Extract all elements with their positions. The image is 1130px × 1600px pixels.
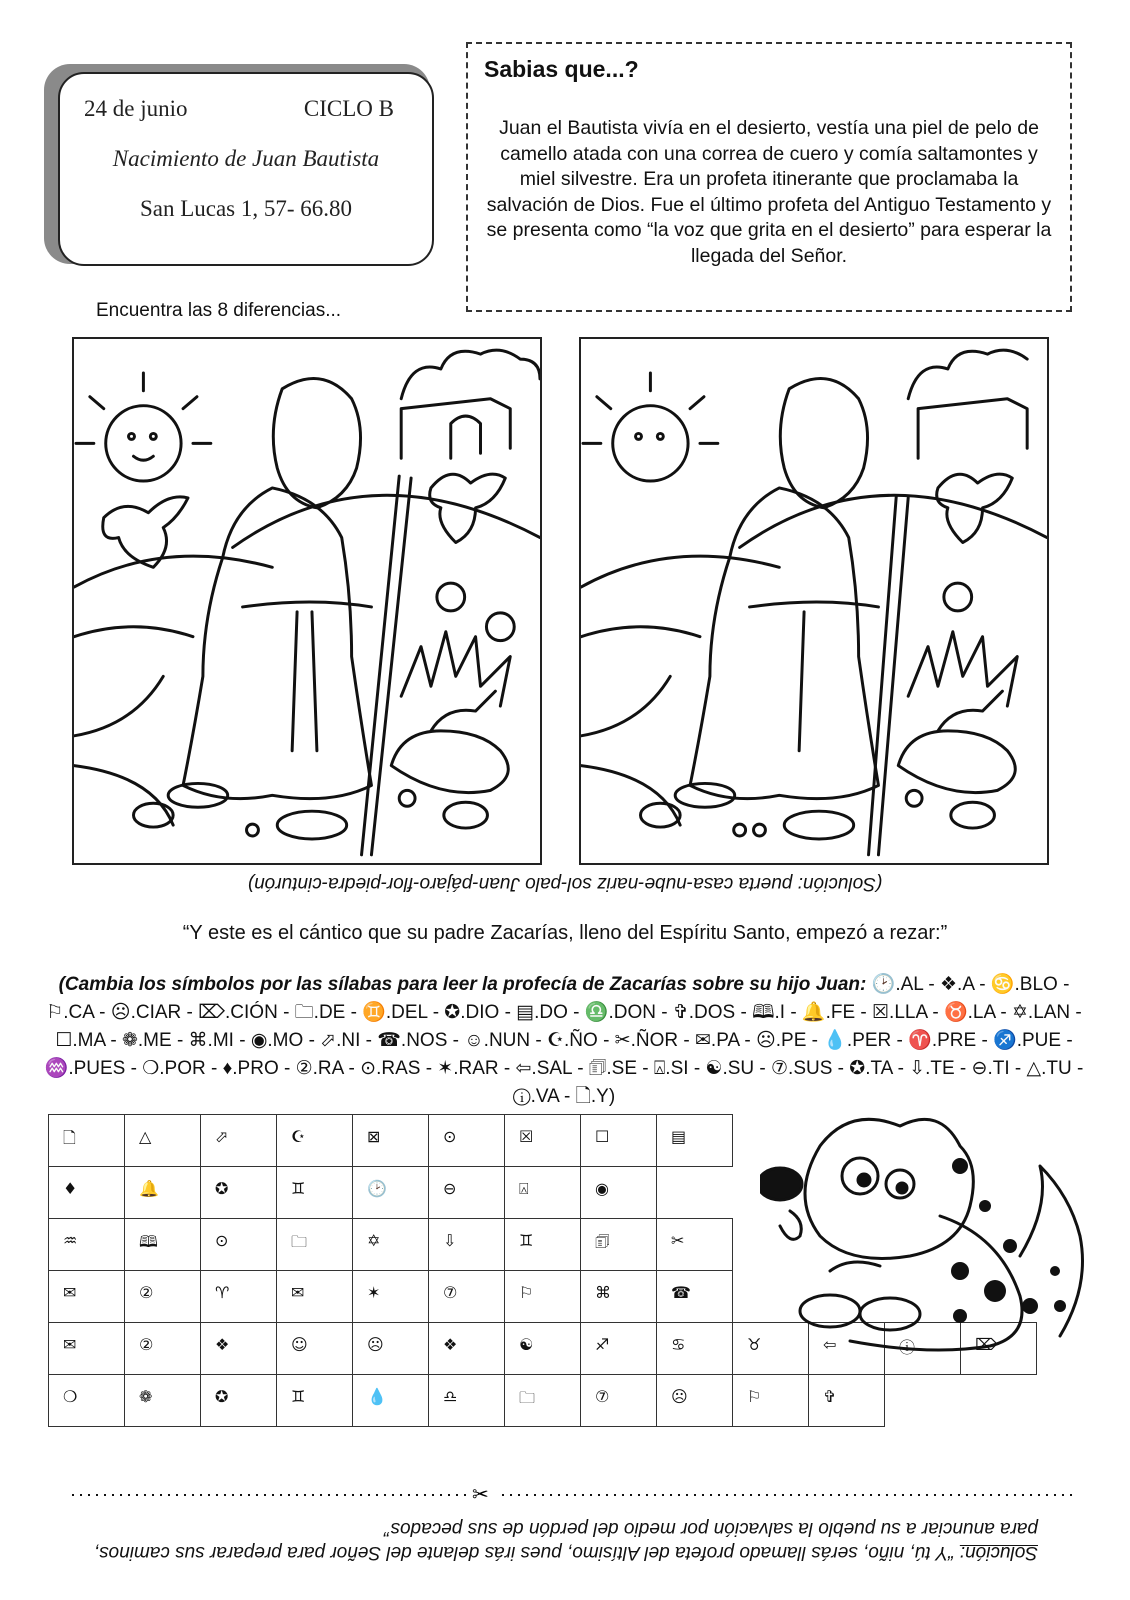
cipher-legend: 🕑.AL - ❖.A - ♋.BLO - ⚐.CA - ☹.CIAR - ⌦.CIÓN - 🗀.DE - ♊.DEL - ✪.DIO - ▤.DO - ♎.DON - ✞.DOS - 🕮.I - 🔔.FE - ☒.LLA - ♉.LA - ✡.LAN - ☐.MA - ❁.ME - ⌘.MI - ◉.MO - ⬀.NI - ☎.NOS - ☺.NUN - ☪.ÑO - ✂.ÑOR - ✉.PA - ☹.PE - 💧.PER - ♈.PRE - ♐.PUE - ♒.PUES - ❍.POR - ♦.PRO - ②.RA - ⊙.RAS - ✶.RAR - ⇦.SAL - 🗊.SE - ⍓.SI - ☯.SU - ⑦.SUS - ✪.TA - ⇩.TE - ⊖.TI - △.TU - ⓘ.VA - 🗋.Y) (44, 974, 1084, 1107)
grid-symbol: ⌦ (975, 1335, 998, 1354)
grid-cell (124, 1374, 201, 1427)
grid-cell (352, 1322, 429, 1375)
grid-symbol: ⊖ (443, 1179, 457, 1198)
grid-symbol: ⑦ (595, 1387, 610, 1406)
grid-cell (124, 1270, 201, 1323)
grid-symbol: 🕑 (367, 1179, 387, 1198)
grid-symbol: ♒ (63, 1231, 78, 1250)
grid-cell (124, 1114, 201, 1167)
grid-cell (124, 1322, 201, 1375)
grid-cell (276, 1374, 353, 1427)
grid-cell (276, 1166, 353, 1219)
grid-symbol: ♐ (595, 1335, 610, 1354)
grid-cell (808, 1374, 885, 1427)
gospel-reference: San Lucas 1, 57- 66.80 (139, 196, 353, 221)
grid-symbol: ♊ (519, 1231, 534, 1250)
grid-symbol: ⚐ (747, 1387, 762, 1406)
grid-cell (200, 1114, 277, 1167)
grid-cell (580, 1166, 657, 1219)
john-baptist-drawing-left (74, 339, 540, 863)
grid-symbol: ❁ (139, 1387, 153, 1406)
grid-symbol: ⍓ (519, 1179, 529, 1198)
grid-cell (504, 1322, 581, 1375)
did-you-know-title: Sabias que...? (484, 56, 639, 82)
grid-cell (276, 1322, 353, 1375)
grid-symbol: ♊ (291, 1179, 306, 1198)
grid-cell (504, 1114, 581, 1167)
cipher-instructions-lead: (Cambia los símbolos por las sílabas para leer la profecía de Zacarías sobre su hijo Juan: (58, 974, 867, 995)
dog-illustration (760, 1106, 1090, 1356)
grid-symbol: ⊠ (367, 1127, 381, 1146)
did-you-know-box (466, 42, 1072, 312)
grid-symbol: ☎ (671, 1283, 691, 1302)
grid-symbol: 🗀 (519, 1388, 536, 1407)
grid-cell (48, 1322, 125, 1375)
grid-symbol: ♈ (215, 1283, 230, 1302)
grid-symbol: 🗊 (595, 1232, 610, 1251)
grid-symbol: ⬀ (215, 1127, 229, 1146)
grid-cell (48, 1166, 125, 1219)
grid-cell (580, 1218, 657, 1271)
grid-symbol: ✪ (215, 1179, 229, 1198)
grid-cell (656, 1218, 733, 1271)
john-baptist-drawing-right (581, 339, 1047, 863)
grid-cell (656, 1270, 733, 1323)
grid-cell (352, 1166, 429, 1219)
prophecy-solution (68, 1516, 1038, 1564)
zacarias-quote: “Y este es el cántico que su padre Zacarías, lleno del Espíritu Santo, empezó a rezar:” (182, 922, 948, 944)
grid-symbol: ✉ (63, 1283, 77, 1302)
did-you-know-text: Juan el Bautista vivía en el desierto, vestía una piel de pelo de camello atada con una correa de cuero y comía saltamontes y miel silvestre. Era un profeta itinerante que proclamaba la salvación de Dios. Fue el último profeta del Antiguo Testamento y se presenta como “la voz que grita en el desierto” para esperar la llegada del Señor. (486, 117, 1052, 267)
illustration-left (72, 337, 542, 865)
grid-cell (504, 1374, 581, 1427)
grid-cell (504, 1270, 581, 1323)
grid-cell (200, 1270, 277, 1323)
grid-cell (428, 1270, 505, 1323)
liturgical-cycle: CICLO B (303, 96, 394, 121)
grid-cell (48, 1114, 125, 1167)
grid-symbol: ✶ (367, 1283, 381, 1302)
grid-symbol: ✡ (367, 1231, 381, 1250)
grid-symbol: ✉ (63, 1335, 77, 1354)
grid-symbol: ♎ (443, 1387, 458, 1406)
cipher-instructions (44, 971, 1084, 1111)
grid-symbol: 🕮 (139, 1232, 158, 1251)
prophecy-solution-label: Solución: (959, 1542, 1038, 1563)
grid-symbol: ⚐ (519, 1283, 534, 1302)
grid-symbol: ☹ (671, 1387, 688, 1406)
grid-cell (124, 1218, 201, 1271)
grid-cell (276, 1270, 353, 1323)
grid-symbol: ⑦ (443, 1283, 458, 1302)
grid-symbol: ⇦ (823, 1335, 837, 1354)
grid-cell (200, 1218, 277, 1271)
grid-symbol: ❖ (215, 1335, 230, 1354)
grid-symbol: ♦ (63, 1179, 78, 1198)
grid-cell (504, 1166, 581, 1219)
grid-symbol: 💧 (367, 1387, 387, 1406)
illustration-right (579, 337, 1049, 865)
grid-symbol: ☹ (367, 1335, 384, 1354)
grid-symbol: ☯ (519, 1335, 534, 1354)
grid-symbol: ② (139, 1335, 154, 1354)
grid-symbol: ❍ (63, 1387, 78, 1406)
grid-symbol: ⊙ (215, 1231, 229, 1250)
grid-cell (48, 1218, 125, 1271)
grid-cell (352, 1114, 429, 1167)
grid-cell (352, 1270, 429, 1323)
grid-symbol: 🔔 (139, 1179, 159, 1198)
grid-cell (48, 1374, 125, 1427)
grid-symbol: ⊙ (443, 1127, 457, 1146)
grid-symbol: ☐ (595, 1127, 610, 1146)
grid-cell (200, 1166, 277, 1219)
grid-cell (732, 1374, 809, 1427)
grid-symbol: ♊ (291, 1387, 306, 1406)
grid-cell (276, 1114, 353, 1167)
grid-symbol: 🗀 (291, 1232, 308, 1251)
grid-symbol: ☪ (291, 1127, 306, 1146)
header-box (58, 72, 434, 266)
grid-cell (656, 1322, 733, 1375)
grid-symbol: ♋ (671, 1335, 686, 1354)
grid-cell (580, 1114, 657, 1167)
cut-line (72, 1480, 1072, 1510)
grid-symbol: 🗋 (63, 1128, 76, 1147)
date: 24 de junio (84, 96, 188, 121)
grid-cell (428, 1166, 505, 1219)
grid-cell (124, 1166, 201, 1219)
differences-solution: (Solución: puerta casa-nube-nariz sol-palo Juan-pájaro-flor-piedra-cinturón) (247, 873, 883, 894)
scissors-icon: ✂ (472, 1482, 489, 1506)
grid-symbol: ✞ (823, 1387, 837, 1406)
grid-symbol: ▤ (671, 1127, 687, 1146)
grid-symbol: ☺ (291, 1335, 308, 1354)
grid-cell (200, 1322, 277, 1375)
grid-cell (352, 1374, 429, 1427)
grid-cell (428, 1114, 505, 1167)
grid-symbol: ☒ (519, 1127, 534, 1146)
grid-cell (48, 1270, 125, 1323)
grid-cell (276, 1218, 353, 1271)
grid-cell (428, 1218, 505, 1271)
differences-heading: Encuentra las 8 diferencias... (96, 300, 342, 321)
grid-symbol: ♉ (747, 1335, 762, 1354)
grid-cell (428, 1374, 505, 1427)
grid-symbol: ✉ (291, 1283, 305, 1302)
grid-cell (200, 1374, 277, 1427)
grid-symbol: ⓘ (899, 1338, 916, 1357)
grid-symbol: ❖ (443, 1335, 458, 1354)
grid-cell (656, 1374, 733, 1427)
grid-symbol: ✂ (671, 1231, 685, 1250)
grid-symbol: △ (139, 1127, 152, 1146)
feast-title: Nacimiento de Juan Bautista (112, 146, 380, 171)
grid-cell (580, 1322, 657, 1375)
prophecy-solution-text: “Y tú, niño, serás llamado profeta del Altísimo, pues irás delante del Señor para preparar sus caminos, para anunciar a su pueblo la salvación por medio del perdón de sus pecados” (93, 1518, 1038, 1563)
grid-cell (352, 1218, 429, 1271)
grid-cell (656, 1114, 733, 1167)
grid-cell (580, 1270, 657, 1323)
grid-cell (504, 1218, 581, 1271)
grid-symbol: ⇩ (443, 1231, 457, 1250)
grid-cell (580, 1374, 657, 1427)
grid-symbol: ✪ (215, 1387, 229, 1406)
grid-symbol: ⌘ (595, 1283, 611, 1302)
grid-symbol: ② (139, 1283, 154, 1302)
grid-cell (428, 1322, 505, 1375)
grid-symbol: ◉ (595, 1179, 609, 1198)
